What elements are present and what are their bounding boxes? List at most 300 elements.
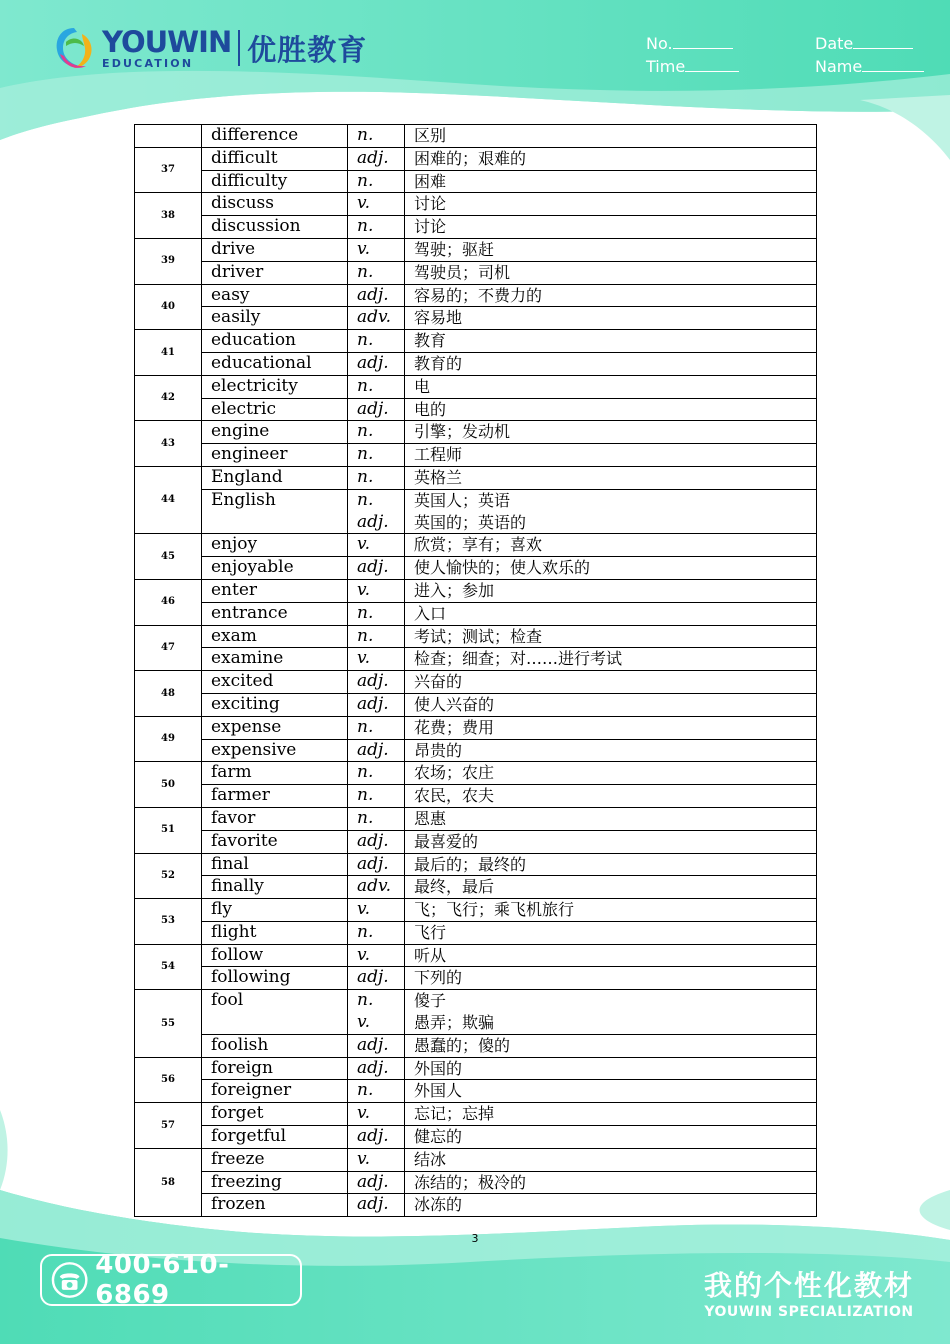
word-cell: forget <box>202 1103 348 1126</box>
table-row <box>135 1171 817 1194</box>
part-of-speech-cell <box>348 944 405 967</box>
word-cell: exam <box>202 625 348 648</box>
word-cell: excited <box>202 671 348 694</box>
word-cell: driver <box>202 261 348 284</box>
part-of-speech-cell <box>348 693 405 716</box>
part-of-speech-cell <box>348 671 405 694</box>
entry-number: 54 <box>135 944 202 990</box>
meaning-cell <box>405 216 817 239</box>
meaning: 考试；测试；检查 <box>414 626 543 646</box>
meaning-cell <box>405 1103 817 1126</box>
meaning: 驾驶；驱赶 <box>414 239 495 259</box>
word-cell: discuss <box>202 193 348 216</box>
word-cell: flight <box>202 921 348 944</box>
table-row <box>135 489 817 534</box>
meaning: 英国人；英语 <box>414 490 511 510</box>
meaning-cell <box>405 944 817 967</box>
table-row <box>135 785 817 808</box>
table-row <box>135 307 817 330</box>
part-of-speech-cell <box>348 216 405 239</box>
table-row <box>135 944 817 967</box>
part-of-speech: v. <box>357 1103 370 1124</box>
word-cell: forgetful <box>202 1126 348 1149</box>
meaning: 傻子 <box>414 991 447 1011</box>
word-cell: drive <box>202 238 348 261</box>
entry-number: 51 <box>135 807 202 853</box>
part-of-speech-cell <box>348 1171 405 1194</box>
meaning: 入口 <box>414 603 447 623</box>
word-cell: electricity <box>202 375 348 398</box>
meaning-cell <box>405 807 817 830</box>
entry-number: 44 <box>135 466 202 533</box>
entry-number: 58 <box>135 1148 202 1216</box>
part-of-speech: v. <box>357 1148 370 1169</box>
word-cell: farmer <box>202 785 348 808</box>
meaning: 欣赏；享有；喜欢 <box>414 535 543 555</box>
table-row <box>135 284 817 307</box>
word-cell: English <box>202 489 348 534</box>
table-row <box>135 716 817 739</box>
meta-fields-left <box>646 32 739 78</box>
page-number: 3 <box>471 1232 479 1245</box>
meaning: 容易的；不费力的 <box>414 285 543 305</box>
meaning: 恩惠 <box>414 808 447 828</box>
telephone-icon <box>50 1260 89 1300</box>
part-of-speech-cell <box>348 579 405 602</box>
table-row <box>135 625 817 648</box>
word-cell: electric <box>202 398 348 421</box>
part-of-speech-cell <box>348 261 405 284</box>
entry-number: 56 <box>135 1057 202 1103</box>
meaning-cell <box>405 671 817 694</box>
part-of-speech: adj. <box>357 398 389 419</box>
table-row <box>135 444 817 467</box>
youwin-logo-icon <box>52 24 96 72</box>
meaning: 兴奋的 <box>414 672 463 692</box>
meaning: 下列的 <box>414 968 463 988</box>
part-of-speech: n. <box>357 625 374 646</box>
no-field[interactable] <box>673 34 733 49</box>
part-of-speech: v. <box>357 648 370 669</box>
word-cell: fool <box>202 990 348 1035</box>
phone-number: 400-610-6869 <box>95 1250 230 1310</box>
entry-number: 52 <box>135 853 202 899</box>
meaning: 忘记；忘掉 <box>414 1104 495 1124</box>
part-of-speech-cell <box>348 1034 405 1057</box>
entry-number: 55 <box>135 990 202 1057</box>
entry-number: 42 <box>135 375 202 421</box>
meaning-cell <box>405 830 817 853</box>
table-row <box>135 193 817 216</box>
brand-logo <box>52 24 367 72</box>
word-cell: foreigner <box>202 1080 348 1103</box>
part-of-speech-cell <box>348 876 405 899</box>
part-of-speech-cell <box>348 762 405 785</box>
part-of-speech: adj. <box>357 1126 389 1147</box>
part-of-speech-cell <box>348 466 405 489</box>
table-row <box>135 375 817 398</box>
slogan <box>704 1270 914 1320</box>
part-of-speech-cell <box>348 807 405 830</box>
meaning-cell <box>405 489 817 534</box>
part-of-speech: v. <box>357 899 370 920</box>
meaning-cell <box>405 625 817 648</box>
brand-name-cn: 优胜教育 <box>247 32 368 67</box>
meaning-cell <box>405 307 817 330</box>
word-cell: enter <box>202 579 348 602</box>
meaning: 工程师 <box>414 445 463 465</box>
part-of-speech-cell <box>348 739 405 762</box>
meaning: 结冰 <box>414 1149 447 1169</box>
entry-number: 37 <box>135 147 202 193</box>
meaning: 冻结的；极冷的 <box>414 1172 527 1192</box>
part-of-speech: adj. <box>357 352 389 373</box>
meaning: 容易地 <box>414 308 463 328</box>
meaning: 区别 <box>414 126 447 145</box>
meaning: 冰冻的 <box>414 1195 463 1215</box>
part-of-speech: adj. <box>357 1171 389 1192</box>
part-of-speech-cell <box>348 625 405 648</box>
meaning-cell <box>405 648 817 671</box>
meaning: 听从 <box>414 945 447 965</box>
part-of-speech: n. <box>357 921 374 942</box>
word-cell: freeze <box>202 1148 348 1171</box>
part-of-speech: n. <box>357 216 374 237</box>
word-cell: educational <box>202 352 348 375</box>
meaning-cell <box>405 193 817 216</box>
meaning-cell <box>405 444 817 467</box>
part-of-speech: n. <box>357 125 374 145</box>
meaning: 昂贵的 <box>414 740 463 760</box>
entry-number: 47 <box>135 625 202 671</box>
meaning: 外国的 <box>414 1058 463 1078</box>
part-of-speech: v. <box>357 944 370 965</box>
part-of-speech: adj. <box>357 1194 389 1215</box>
meaning-cell <box>405 421 817 444</box>
meaning-cell <box>405 125 817 148</box>
word-cell: difference <box>202 125 348 148</box>
meaning-cell <box>405 785 817 808</box>
name-field[interactable] <box>862 57 924 72</box>
part-of-speech-cell <box>348 193 405 216</box>
part-of-speech: v. <box>357 238 370 259</box>
table-row <box>135 1080 817 1103</box>
meaning-cell <box>405 1194 817 1217</box>
part-of-speech: n. <box>357 261 374 282</box>
word-cell: foolish <box>202 1034 348 1057</box>
table-row <box>135 579 817 602</box>
table-row <box>135 1034 817 1057</box>
part-of-speech-cell <box>348 830 405 853</box>
meaning-cell <box>405 261 817 284</box>
slogan-en: YOUWIN SPECIALIZATION <box>704 1304 914 1320</box>
part-of-speech: n. <box>357 785 374 806</box>
part-of-speech-cell <box>348 284 405 307</box>
entry-number: 49 <box>135 716 202 762</box>
word-cell: expense <box>202 716 348 739</box>
part-of-speech-cell <box>348 716 405 739</box>
table-row <box>135 648 817 671</box>
table-row <box>135 762 817 785</box>
word-cell: expensive <box>202 739 348 762</box>
meaning: 农场；农庄 <box>414 763 495 783</box>
meaning: 教育的 <box>414 353 463 373</box>
word-cell: finally <box>202 876 348 899</box>
part-of-speech: n. <box>357 602 374 623</box>
meaning: 电 <box>414 376 431 396</box>
part-of-speech-cell <box>348 1103 405 1126</box>
vocabulary-table <box>134 124 817 1217</box>
table-row <box>135 807 817 830</box>
word-cell: frozen <box>202 1194 348 1217</box>
no-label: No. <box>646 34 673 53</box>
word-cell: follow <box>202 944 348 967</box>
part-of-speech-cell <box>348 602 405 625</box>
part-of-speech-cell <box>348 444 405 467</box>
meaning: 最终，最后 <box>414 877 495 897</box>
part-of-speech: adj. <box>357 284 389 305</box>
part-of-speech: adj. <box>357 557 389 578</box>
part-of-speech: n. <box>357 330 374 351</box>
meaning-cell <box>405 1057 817 1080</box>
part-of-speech-cell <box>348 557 405 580</box>
meaning-cell <box>405 147 817 170</box>
table-row <box>135 830 817 853</box>
meaning: 检查；细查；对……进行考试 <box>414 649 623 669</box>
part-of-speech-cell <box>348 534 405 557</box>
entry-number: 45 <box>135 534 202 580</box>
table-row <box>135 466 817 489</box>
part-of-speech-cell <box>348 967 405 990</box>
part-of-speech: adj. <box>357 967 389 988</box>
part-of-speech: adj. <box>357 511 389 532</box>
table-row <box>135 170 817 193</box>
table-row <box>135 125 817 148</box>
meaning: 愚弄；欺骗 <box>414 1013 495 1033</box>
entry-number: 46 <box>135 579 202 625</box>
meaning-cell <box>405 352 817 375</box>
table-row <box>135 534 817 557</box>
part-of-speech-cell <box>348 1080 405 1103</box>
entry-number: 57 <box>135 1103 202 1149</box>
entry-number: 38 <box>135 193 202 239</box>
brand-subtitle: EDUCATION <box>102 56 194 70</box>
table-row <box>135 421 817 444</box>
meaning: 花费；费用 <box>414 717 495 737</box>
meaning-cell <box>405 238 817 261</box>
table-row <box>135 1103 817 1126</box>
part-of-speech-cell <box>348 1126 405 1149</box>
word-cell: enjoy <box>202 534 348 557</box>
table-row <box>135 693 817 716</box>
word-cell: favor <box>202 807 348 830</box>
part-of-speech: n. <box>357 375 374 396</box>
part-of-speech-cell <box>348 648 405 671</box>
part-of-speech-cell <box>348 147 405 170</box>
meaning-cell <box>405 967 817 990</box>
meaning-cell <box>405 762 817 785</box>
meaning: 飞；飞行；乘飞机旅行 <box>414 900 575 920</box>
word-cell: foreign <box>202 1057 348 1080</box>
part-of-speech: adj. <box>357 1034 389 1055</box>
part-of-speech-cell <box>348 375 405 398</box>
table-row <box>135 921 817 944</box>
meaning-cell <box>405 716 817 739</box>
meaning: 健忘的 <box>414 1127 463 1147</box>
meaning-cell <box>405 739 817 762</box>
meaning: 驾驶员；司机 <box>414 262 511 282</box>
part-of-speech: v. <box>357 1012 370 1033</box>
meaning-cell <box>405 557 817 580</box>
meaning-cell <box>405 1126 817 1149</box>
meaning-cell <box>405 853 817 876</box>
part-of-speech: n. <box>357 807 374 828</box>
logo-divider <box>238 30 240 66</box>
entry-number: 41 <box>135 330 202 376</box>
part-of-speech: n. <box>357 444 374 465</box>
meaning-cell <box>405 1171 817 1194</box>
table-row <box>135 147 817 170</box>
meaning-cell <box>405 466 817 489</box>
word-cell: farm <box>202 762 348 785</box>
part-of-speech-cell <box>348 125 405 148</box>
date-label: Date <box>815 34 854 53</box>
part-of-speech-cell <box>348 238 405 261</box>
word-cell: easy <box>202 284 348 307</box>
meaning: 英格兰 <box>414 467 463 487</box>
part-of-speech-cell <box>348 990 405 1035</box>
word-cell: difficult <box>202 147 348 170</box>
part-of-speech: adj. <box>357 147 389 168</box>
word-cell: difficulty <box>202 170 348 193</box>
part-of-speech: n. <box>357 990 374 1011</box>
word-cell: final <box>202 853 348 876</box>
word-cell: exciting <box>202 693 348 716</box>
part-of-speech: adv. <box>357 876 392 897</box>
part-of-speech: adj. <box>357 739 389 760</box>
word-cell: easily <box>202 307 348 330</box>
part-of-speech-cell <box>348 1194 405 1217</box>
table-row <box>135 739 817 762</box>
time-field[interactable] <box>685 57 739 72</box>
table-row <box>135 967 817 990</box>
meaning-cell <box>405 534 817 557</box>
meaning: 讨论 <box>414 217 447 237</box>
part-of-speech: adj. <box>357 853 389 874</box>
part-of-speech-cell <box>348 330 405 353</box>
part-of-speech: adj. <box>357 830 389 851</box>
meaning: 教育 <box>414 331 447 351</box>
table-row <box>135 1057 817 1080</box>
part-of-speech-cell <box>348 307 405 330</box>
meaning: 英国的；英语的 <box>414 512 527 532</box>
meaning: 农民，农夫 <box>414 786 495 806</box>
meaning-cell <box>405 375 817 398</box>
meaning: 引擎；发动机 <box>414 422 511 442</box>
meaning-cell <box>405 1034 817 1057</box>
meaning: 进入；参加 <box>414 580 495 600</box>
part-of-speech: n. <box>357 170 374 191</box>
entry-number: 53 <box>135 899 202 945</box>
meaning: 电的 <box>414 399 447 419</box>
table-row <box>135 330 817 353</box>
table-row <box>135 261 817 284</box>
part-of-speech-cell <box>348 489 405 534</box>
part-of-speech: n. <box>357 716 374 737</box>
part-of-speech-cell <box>348 853 405 876</box>
table-row <box>135 352 817 375</box>
part-of-speech: v. <box>357 193 370 214</box>
part-of-speech: n. <box>357 489 374 510</box>
meaning: 使人兴奋的 <box>414 694 495 714</box>
meaning-cell <box>405 602 817 625</box>
table-row <box>135 238 817 261</box>
part-of-speech-cell <box>348 1057 405 1080</box>
table-row <box>135 853 817 876</box>
part-of-speech: n. <box>357 762 374 783</box>
entry-number: 40 <box>135 284 202 330</box>
meaning-cell <box>405 170 817 193</box>
table-row <box>135 398 817 421</box>
table-row <box>135 1194 817 1217</box>
table-row <box>135 1126 817 1149</box>
meaning-cell <box>405 398 817 421</box>
meaning-cell <box>405 1148 817 1171</box>
meaning-cell <box>405 284 817 307</box>
meaning-cell <box>405 579 817 602</box>
entry-number: 50 <box>135 762 202 808</box>
part-of-speech: adj. <box>357 693 389 714</box>
part-of-speech-cell <box>348 899 405 922</box>
part-of-speech: adv. <box>357 307 392 328</box>
meaning-cell <box>405 899 817 922</box>
part-of-speech: n. <box>357 466 374 487</box>
meaning-cell <box>405 990 817 1035</box>
part-of-speech-cell <box>348 398 405 421</box>
entry-number: 43 <box>135 421 202 467</box>
part-of-speech-cell <box>348 352 405 375</box>
word-cell: discussion <box>202 216 348 239</box>
meaning: 飞行 <box>414 922 447 942</box>
word-cell: England <box>202 466 348 489</box>
table-row <box>135 671 817 694</box>
phone-box[interactable] <box>40 1250 302 1310</box>
word-cell: fly <box>202 899 348 922</box>
brand-name-en: YOUWIN <box>102 24 232 59</box>
meaning: 困难 <box>414 171 447 191</box>
entry-number: 48 <box>135 671 202 717</box>
table-row <box>135 216 817 239</box>
entry-number: 39 <box>135 238 202 284</box>
word-cell: following <box>202 967 348 990</box>
word-cell: freezing <box>202 1171 348 1194</box>
part-of-speech-cell <box>348 1148 405 1171</box>
meta-fields-right <box>815 32 924 78</box>
meaning-cell <box>405 1080 817 1103</box>
date-field[interactable] <box>853 34 913 49</box>
meaning: 最喜爱的 <box>414 831 479 851</box>
part-of-speech: n. <box>357 421 374 442</box>
table-row <box>135 557 817 580</box>
table-row <box>135 990 817 1035</box>
meaning-cell <box>405 876 817 899</box>
meaning: 最后的；最终的 <box>414 854 527 874</box>
meaning-cell <box>405 921 817 944</box>
meaning: 使人愉快的；使人欢乐的 <box>414 558 591 578</box>
table-row <box>135 876 817 899</box>
table-row <box>135 899 817 922</box>
part-of-speech: n. <box>357 1080 374 1101</box>
